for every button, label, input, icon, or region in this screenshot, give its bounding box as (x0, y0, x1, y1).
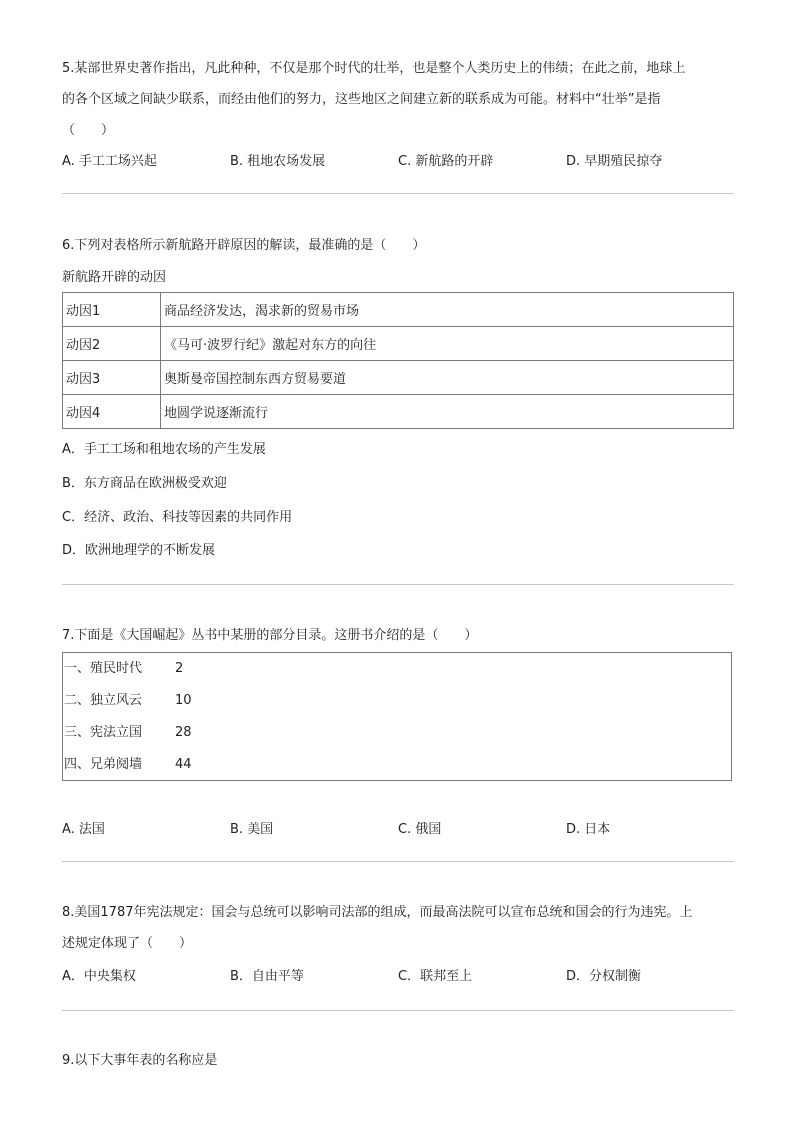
table-cell-label: 动因3 (63, 361, 161, 395)
motives-table (62, 292, 734, 429)
option-d[interactable]: D. 早期殖民掠夺 (566, 154, 663, 169)
question-8 (62, 897, 734, 959)
table-row (63, 293, 734, 327)
option-a[interactable]: A. 手工工场兴起 (62, 154, 157, 169)
option-c[interactable]: C．经济、政治、科技等因素的共同作用 (62, 510, 293, 525)
question-6-stem: 6.下列对表格所示新航路开辟原因的解读，最准确的是（ ） (62, 238, 426, 253)
table-cell-text: 商品经济发达，渴求新的贸易市场 (161, 293, 734, 327)
question-6-option-c-wrap (62, 508, 734, 528)
question-5-options (62, 152, 734, 172)
question-7-stem: 7.下面是《大国崛起》丛书中某册的部分目录。这册书介绍的是（ ） (62, 628, 478, 643)
question-7-options (62, 820, 734, 840)
option-d[interactable]: D．分权制衡 (566, 969, 642, 984)
divider (62, 1010, 734, 1011)
question-7-toc-wrap (62, 652, 734, 781)
question-8-stem-line-1: 8.美国1787年宪法规定：国会与总统可以影响司法部的组成，而最高法院可以宣布总统和国会的行为违宪。上 (62, 905, 693, 920)
question-7 (62, 626, 734, 646)
option-b[interactable]: B. 美国 (230, 822, 274, 837)
question-5-stem-line-2: 的各个区域之间缺少联系，而经由他们的努力，这些地区之间建立新的联系成为可能。材料中“壮举”是指 (62, 92, 661, 107)
option-a[interactable]: A．中央集权 (62, 969, 136, 984)
option-b[interactable]: B．自由平等 (230, 969, 304, 984)
option-c[interactable]: C．联邦至上 (398, 969, 473, 984)
question-5-answer-blank: （ ） (62, 123, 115, 138)
question-6-table-title-wrap (62, 268, 734, 288)
toc-title: 三、宪法立国 (64, 725, 143, 740)
question-6-options (62, 440, 734, 460)
divider (62, 861, 734, 862)
table-cell-label: 动因2 (63, 327, 161, 361)
question-8-options (62, 967, 734, 987)
table-title: 新航路开辟的动因 (62, 270, 167, 285)
table-of-contents (62, 652, 732, 781)
toc-row (63, 754, 731, 786)
option-c[interactable]: C. 新航路的开辟 (398, 154, 494, 169)
question-5 (62, 53, 734, 146)
option-a[interactable]: A. 法国 (62, 822, 105, 837)
toc-title: 四、兄弟阋墙 (64, 757, 143, 772)
toc-title: 一、殖民时代 (64, 661, 143, 676)
question-6-option-b-wrap (62, 474, 734, 494)
question-6-option-d-wrap (62, 541, 734, 561)
table-cell-text: 奥斯曼帝国控制东西方贸易要道 (161, 361, 734, 395)
option-d[interactable]: D. 日本 (566, 822, 611, 837)
question-9 (62, 1051, 734, 1071)
toc-page: 10 (175, 693, 192, 708)
table-cell-text: 《马可·波罗行纪》激起对东方的向往 (161, 327, 734, 361)
question-5-stem-line-1: 5.某部世界史著作指出，凡此种种，不仅是那个时代的壮举，也是整个人类历史上的伟绩；在此之前，地球上 (62, 61, 686, 76)
option-b[interactable]: B. 租地农场发展 (230, 154, 326, 169)
toc-page: 28 (175, 725, 192, 740)
toc-title: 二、独立风云 (64, 693, 143, 708)
table-row (63, 395, 734, 429)
option-a[interactable]: A．手工工场和租地农场的产生发展 (62, 442, 266, 457)
table-cell-label: 动因4 (63, 395, 161, 429)
question-9-stem: 9.以下大事年表的名称应是 (62, 1053, 218, 1068)
option-b[interactable]: B．东方商品在欧洲极受欢迎 (62, 476, 227, 491)
toc-row (63, 690, 731, 722)
question-6-table-wrap (62, 292, 734, 429)
question-8-stem-line-2: 述规定体现了（ ） (62, 936, 193, 951)
divider (62, 193, 734, 194)
option-c[interactable]: C. 俄国 (398, 822, 442, 837)
option-d[interactable]: D．欧洲地理学的不断发展 (62, 543, 216, 558)
table-row (63, 327, 734, 361)
toc-page: 2 (175, 661, 184, 676)
question-6 (62, 236, 734, 256)
table-cell-text: 地圆学说逐渐流行 (161, 395, 734, 429)
toc-row (63, 658, 731, 690)
table-row (63, 361, 734, 395)
divider (62, 584, 734, 585)
toc-row (63, 722, 731, 754)
toc-page: 44 (175, 757, 192, 772)
table-cell-label: 动因1 (63, 293, 161, 327)
